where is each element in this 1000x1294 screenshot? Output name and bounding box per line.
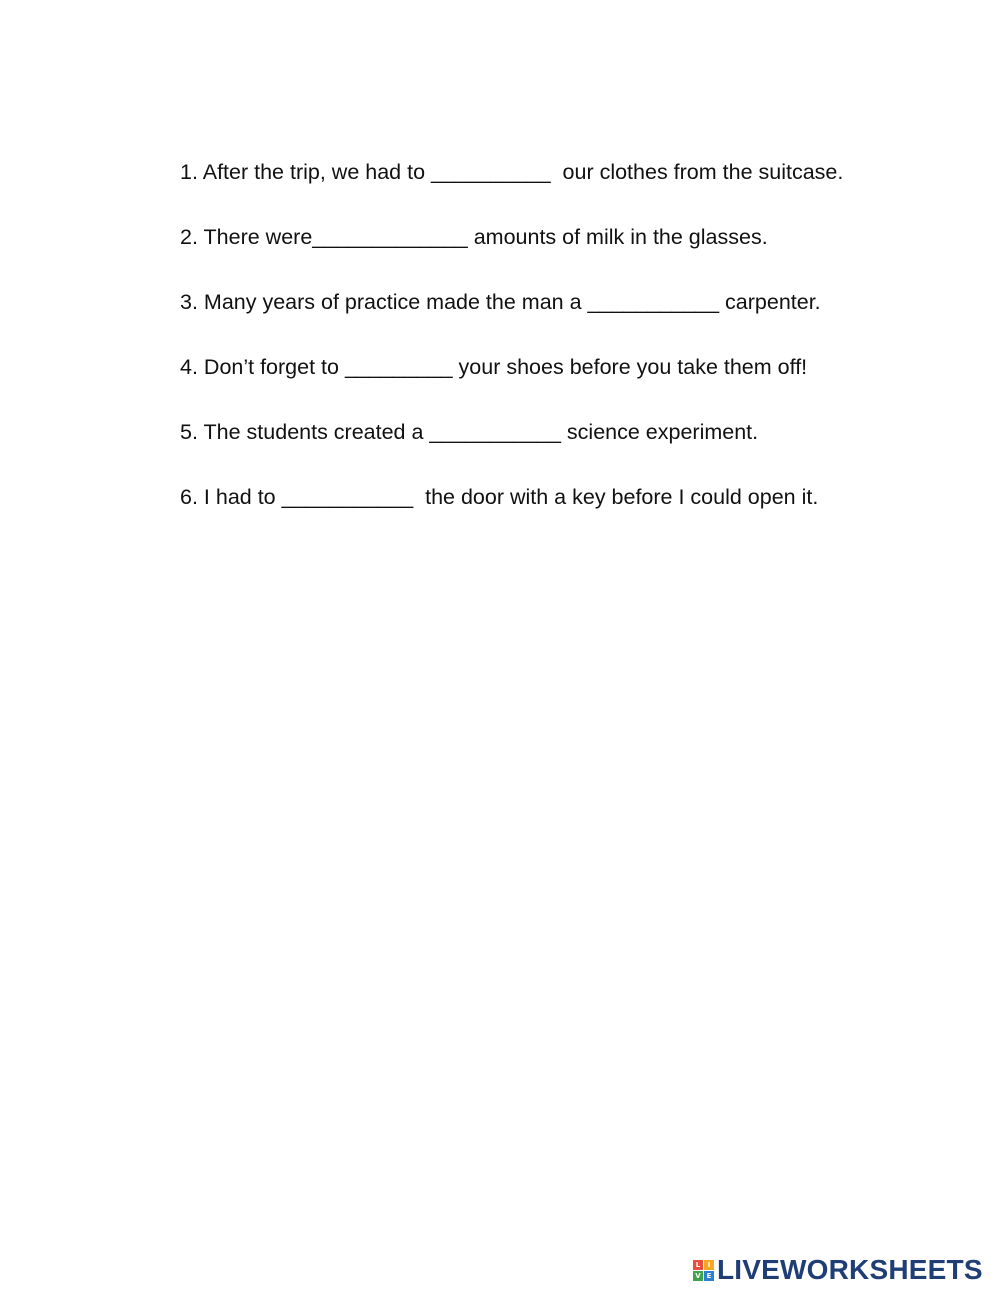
question-text-after: your shoes before you take them off!	[452, 355, 808, 379]
question-text-after: carpenter.	[719, 290, 821, 314]
logo-mark-letter: I	[704, 1260, 714, 1270]
answer-blank[interactable]: __________	[431, 160, 551, 184]
answer-blank[interactable]: _____________	[312, 225, 468, 249]
question-text-before: I had to	[203, 485, 282, 509]
question-text-before: The students created a	[203, 420, 430, 444]
question-number: 6.	[180, 485, 198, 509]
logo-mark-letter: E	[704, 1271, 714, 1281]
question-number: 5.	[180, 420, 198, 444]
question-number: 2.	[180, 225, 198, 249]
question-1	[180, 157, 970, 187]
liveworksheets-logo	[693, 1255, 983, 1285]
question-3	[180, 287, 970, 317]
answer-blank[interactable]: ___________	[281, 485, 414, 509]
question-number: 1.	[180, 160, 198, 184]
logo-mark-letter: V	[693, 1271, 703, 1281]
answer-blank[interactable]: _________	[344, 355, 453, 379]
answer-blank[interactable]: ___________	[587, 290, 720, 314]
logo-text: LIVEWORKSHEETS	[717, 1254, 983, 1285]
question-text-before: Don’t forget to	[203, 355, 345, 379]
question-text-after: the door with a key before I could open it.	[413, 485, 819, 509]
worksheet	[180, 157, 970, 547]
question-text-after: our clothes from the suitcase.	[550, 160, 844, 184]
question-text-after: science experiment.	[560, 420, 759, 444]
question-number: 4.	[180, 355, 198, 379]
question-2	[180, 222, 970, 252]
logo-mark-letter: L	[693, 1260, 703, 1270]
question-text-before: Many years of practice made the man a	[203, 290, 588, 314]
question-6	[180, 482, 970, 512]
question-5	[180, 417, 970, 447]
question-4	[180, 352, 970, 382]
logo-mark-icon	[693, 1260, 714, 1281]
question-text-before: After the trip, we had to	[202, 160, 431, 184]
answer-blank[interactable]: ___________	[429, 420, 561, 444]
question-text-after: amounts of milk in the glasses.	[467, 225, 768, 249]
question-text-before: There were	[203, 225, 313, 249]
question-number: 3.	[180, 290, 198, 314]
